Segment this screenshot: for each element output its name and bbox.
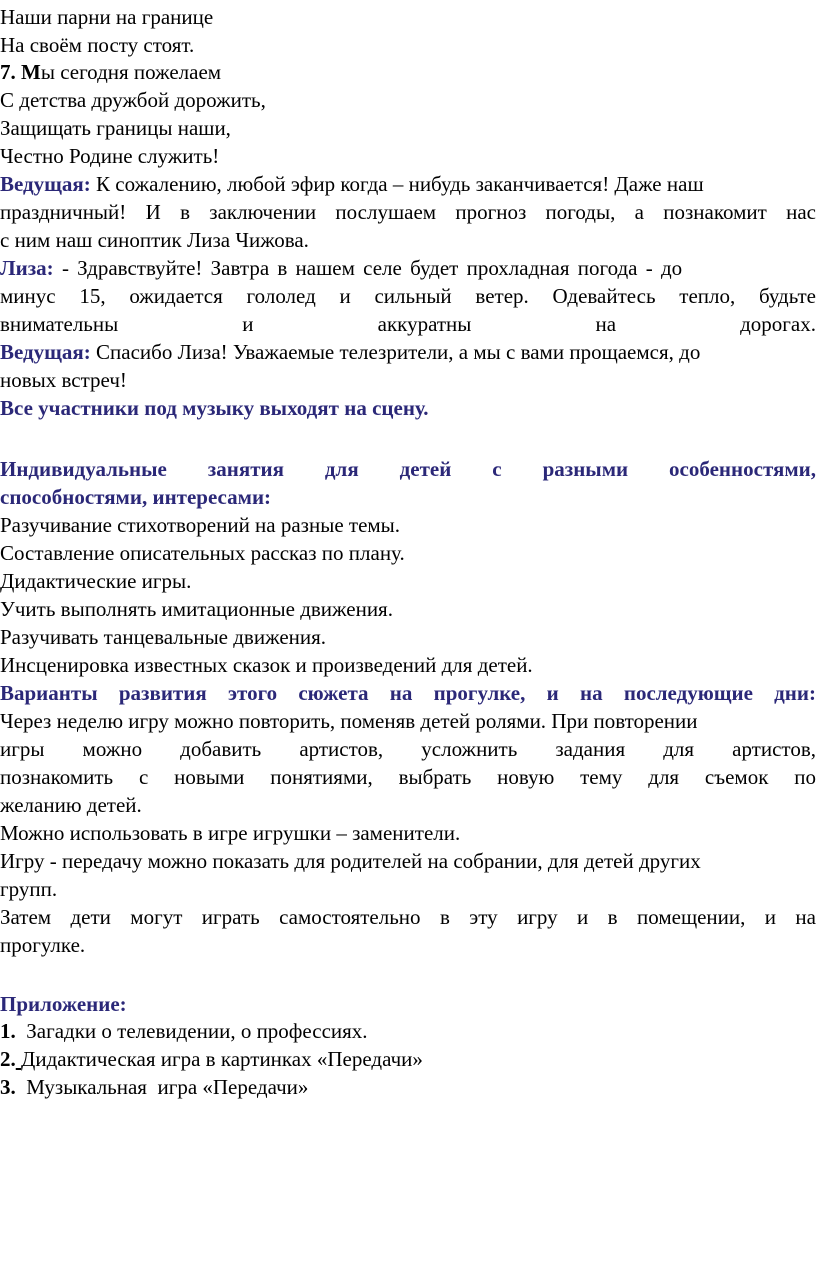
host-thanks-line-1 <box>0 338 816 366</box>
appendix-item-text: Музыкальная игра «Передачи» <box>15 1075 309 1099</box>
poem-line-6: Честно Родине служить! <box>0 144 220 168</box>
appendix-item-number: 2. <box>0 1047 16 1071</box>
list-item: Дидактические игры. <box>0 569 192 593</box>
poem-line-1: Наши парни на границе <box>0 5 214 29</box>
list-item: Учить выполнять имитационные движения. <box>0 597 393 621</box>
host-thanks-line-2: новых встреч! <box>0 368 127 392</box>
poem-line-2: На своём посту стоят. <box>0 33 195 57</box>
list-item: Разучивать танцевальные движения. <box>0 625 327 649</box>
poem-verse-number: 7. <box>0 60 16 84</box>
appendix-item <box>0 1045 816 1073</box>
list-item: Инсценировка известных сказок и произведений для детей. <box>0 653 533 677</box>
liza-text-1: - Здравствуйте! Завтра в нашем селе будет прохладная погода - до <box>53 256 683 280</box>
appendix-title: Приложение: <box>0 992 127 1016</box>
host-line-3: с ним наш синоптик Лиза Чижова. <box>0 228 309 252</box>
poem-line-5: Защищать границы наши, <box>0 116 231 140</box>
appendix-item <box>0 1017 816 1045</box>
speaker-host-2: Ведущая: <box>0 340 91 364</box>
appendix-item-text: Дидактическая игра в картинках «Передачи» <box>21 1047 423 1071</box>
stage-direction: Все участники под музыку выходят на сцену. <box>0 396 429 420</box>
independent-play-line-2: прогулке. <box>0 933 86 957</box>
speaker-host: Ведущая: <box>0 172 91 196</box>
parents-line-2: групп. <box>0 877 58 901</box>
variants-line-4: желанию детей. <box>0 793 142 817</box>
poem-line-3-text: ы сегодня пожелаем <box>40 60 222 84</box>
liza-line-2: минус 15, ожидается гололед и сильный ветер. Одевайтесь тепло, будьте <box>0 284 816 308</box>
parents-line-1: Игру - передачу можно показать для родителей на собрании, для детей других <box>0 849 701 873</box>
appendix-item-number: 3. <box>0 1075 16 1099</box>
variants-line-3: познакомить с новыми понятиями, выбрать новую тему для съемок по <box>0 765 816 789</box>
appendix-item-number: 1. <box>0 1019 16 1043</box>
host-line-1 <box>0 170 816 198</box>
variants-line-1: Через неделю игру можно повторить, поменяв детей ролями. При повторении <box>0 709 698 733</box>
section-heading-individual-line-1: Индивидуальные занятия для детей с разными особенностями, <box>0 457 816 481</box>
independent-play-line-1: Затем дети могут играть самостоятельно в эту игру и в помещении, и на <box>0 905 816 929</box>
liza-line-1 <box>0 254 816 282</box>
poem-initial-letter: М <box>21 60 41 84</box>
appendix-item-text: Загадки о телевидении, о профессиях. <box>15 1019 368 1043</box>
liza-line-3: внимательны и аккуратны на дорогах. <box>0 312 816 336</box>
section-heading-variants: Варианты развития этого сюжета на прогулке, и на последующие дни: <box>0 681 816 705</box>
list-item: Составление описательных рассказ по плану. <box>0 541 405 565</box>
section-heading-individual-line-2: способностями, интересами: <box>0 485 272 509</box>
variants-line-2: игры можно добавить артистов, усложнить задания для артистов, <box>0 737 816 761</box>
list-item: Разучивание стихотворений на разные темы. <box>0 513 401 537</box>
host-thanks-text-1: Спасибо Лиза! Уважаемые телезрители, а мы с вами прощаемся, до <box>90 340 701 364</box>
poem-line-4: С детства дружбой дорожить, <box>0 88 266 112</box>
speaker-liza: Лиза: <box>0 256 54 280</box>
host-line-2: праздничный! И в заключении послушаем прогноз погоды, а познакомит нас <box>0 200 816 224</box>
host-text-1: К сожалению, любой эфир когда – нибудь заканчивается! Даже наш <box>90 172 704 196</box>
poem-line-3 <box>0 58 816 86</box>
appendix-item <box>0 1073 816 1101</box>
toys-line: Можно использовать в игре игрушки – заменители. <box>0 821 461 845</box>
